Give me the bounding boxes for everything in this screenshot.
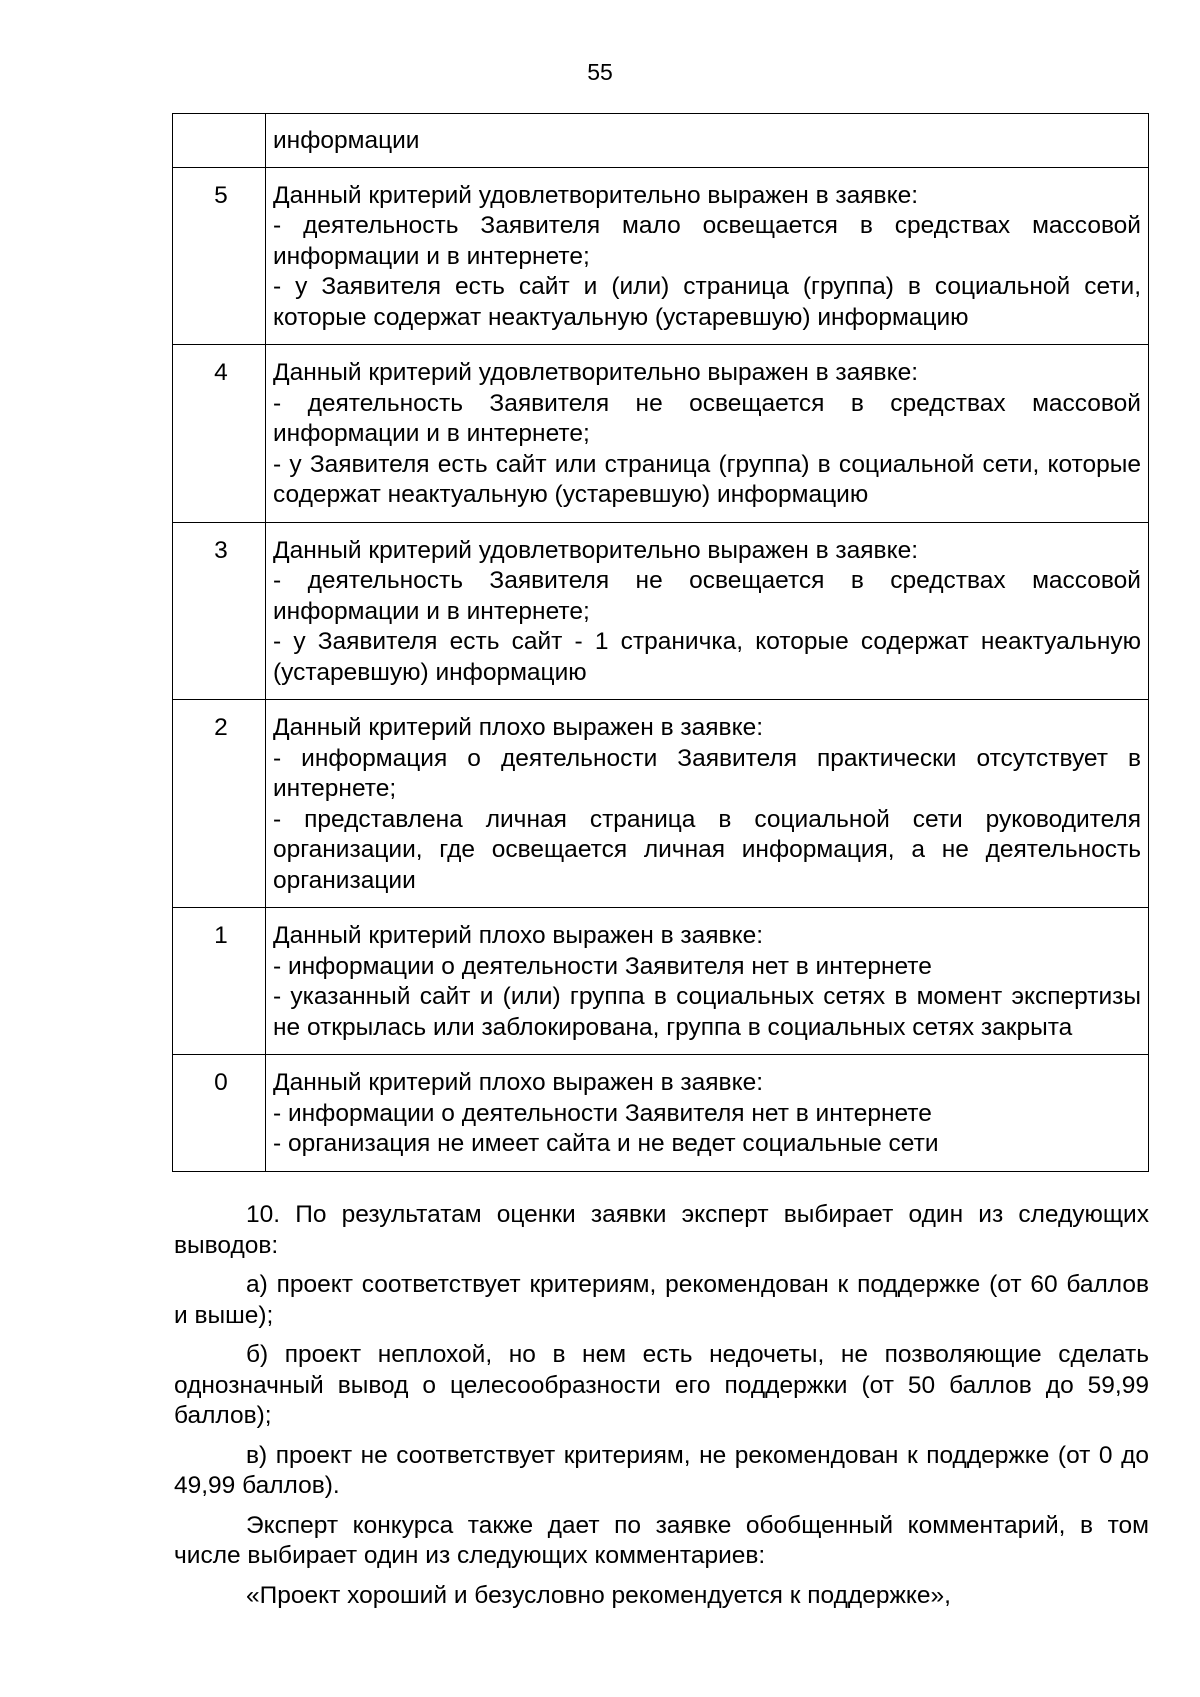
score-value: 5 [214, 181, 228, 209]
score-cell [173, 345, 266, 523]
description-line: - информации о деятельности Заявителя нет в интернете [273, 1099, 932, 1127]
description-cell [266, 167, 1149, 345]
description-line: - информация о деятельности Заявителя практически отсутствует в интернете; [273, 744, 1141, 802]
score-value: 2 [214, 714, 228, 741]
description-line: - представлена личная страница в социальной сети руководителя организации, где освещается личная информация, а не деятельность организации [273, 805, 1141, 894]
body-text [174, 1200, 1149, 1620]
description-cell [266, 345, 1149, 523]
score-value: 0 [214, 1069, 228, 1096]
description-cell [266, 700, 1149, 908]
paragraph-option-a: а) проект соответствует критериям, рекомендован к поддержке (от 60 баллов и выше); [174, 1271, 1149, 1329]
score-cell [173, 167, 266, 345]
description-line: - деятельность Заявителя не освещается в средствах массовой информации и в интернете; [273, 567, 1141, 625]
description-line: - указанный сайт и (или) группа в социальных сетях в момент экспертизы не открылась или заблокирована, группа в социальных сетях закрыта [273, 983, 1141, 1041]
description-line: - у Заявителя есть сайт и (или) страница (группа) в социальной сети, которые содержат неактуальную (устаревшую) информацию [273, 273, 1141, 331]
score-value: 4 [214, 359, 228, 386]
score-cell [173, 522, 266, 700]
description-line: информации [273, 127, 420, 154]
table-row [173, 167, 1149, 345]
description-line: - организация не имеет сайта и не ведет социальные сети [273, 1130, 939, 1157]
description-cell [266, 908, 1149, 1055]
description-line: Данный критерий удовлетворительно выражен в заявке: [273, 536, 919, 564]
table-row [173, 522, 1149, 700]
score-cell [173, 1055, 266, 1172]
description-line: - деятельность Заявителя не освещается в средствах массовой информации и в интернете; [273, 389, 1141, 447]
table-row [173, 700, 1149, 908]
paragraph-option-b: б) проект неплохой, но в нем есть недочеты, не позволяющие сделать однозначный вывод о целесообразности его поддержки (от 50 баллов до 59,99 баллов); [174, 1341, 1149, 1429]
description-line: - у Заявителя есть сайт или страница (группа) в социальной сети, которые содержат неактуальную (устаревшую) информацию [273, 450, 1141, 508]
table-row [173, 345, 1149, 523]
table-row [173, 908, 1149, 1055]
score-cell [173, 700, 266, 908]
description-line: Данный критерий плохо выражен в заявке: [273, 1069, 763, 1096]
description-cell [266, 114, 1149, 168]
paragraph-option-c: в) проект не соответствует критериям, не рекомендован к поддержке (от 0 до 49,99 баллов). [174, 1441, 1149, 1499]
page-number: 55 [587, 59, 613, 85]
criteria-table [172, 113, 1149, 1172]
description-line: Данный критерий удовлетворительно выражен в заявке: [273, 359, 919, 386]
table-row [173, 114, 1149, 168]
score-cell [173, 908, 266, 1055]
paragraph-conclusions-intro: 10. По результатам оценки заявки эксперт выбирает один из следующих выводов: [174, 1201, 1149, 1259]
score-cell [173, 114, 266, 168]
description-line: Данный критерий удовлетворительно выражен в заявке: [273, 181, 919, 209]
score-value: 1 [214, 922, 228, 949]
description-cell [266, 522, 1149, 700]
description-line: - у Заявителя есть сайт - 1 страничка, которые содержат неактуальную (устаревшую) информацию [273, 628, 1141, 686]
table-row [173, 1055, 1149, 1172]
score-value: 3 [214, 536, 228, 564]
description-line: Данный критерий плохо выражен в заявке: [273, 714, 763, 741]
description-line: - информации о деятельности Заявителя нет в интернете [273, 952, 932, 980]
description-line: Данный критерий плохо выражен в заявке: [273, 922, 763, 949]
paragraph-comment-example: «Проект хороший и безусловно рекомендуется к поддержке», [246, 1581, 951, 1609]
description-cell [266, 1055, 1149, 1172]
paragraph-comment-intro: Эксперт конкурса также дает по заявке обобщенный комментарий, в том числе выбирает один из следующих комментариев: [174, 1511, 1149, 1569]
description-line: - деятельность Заявителя мало освещается в средствах массовой информации и в интернете; [273, 212, 1141, 270]
